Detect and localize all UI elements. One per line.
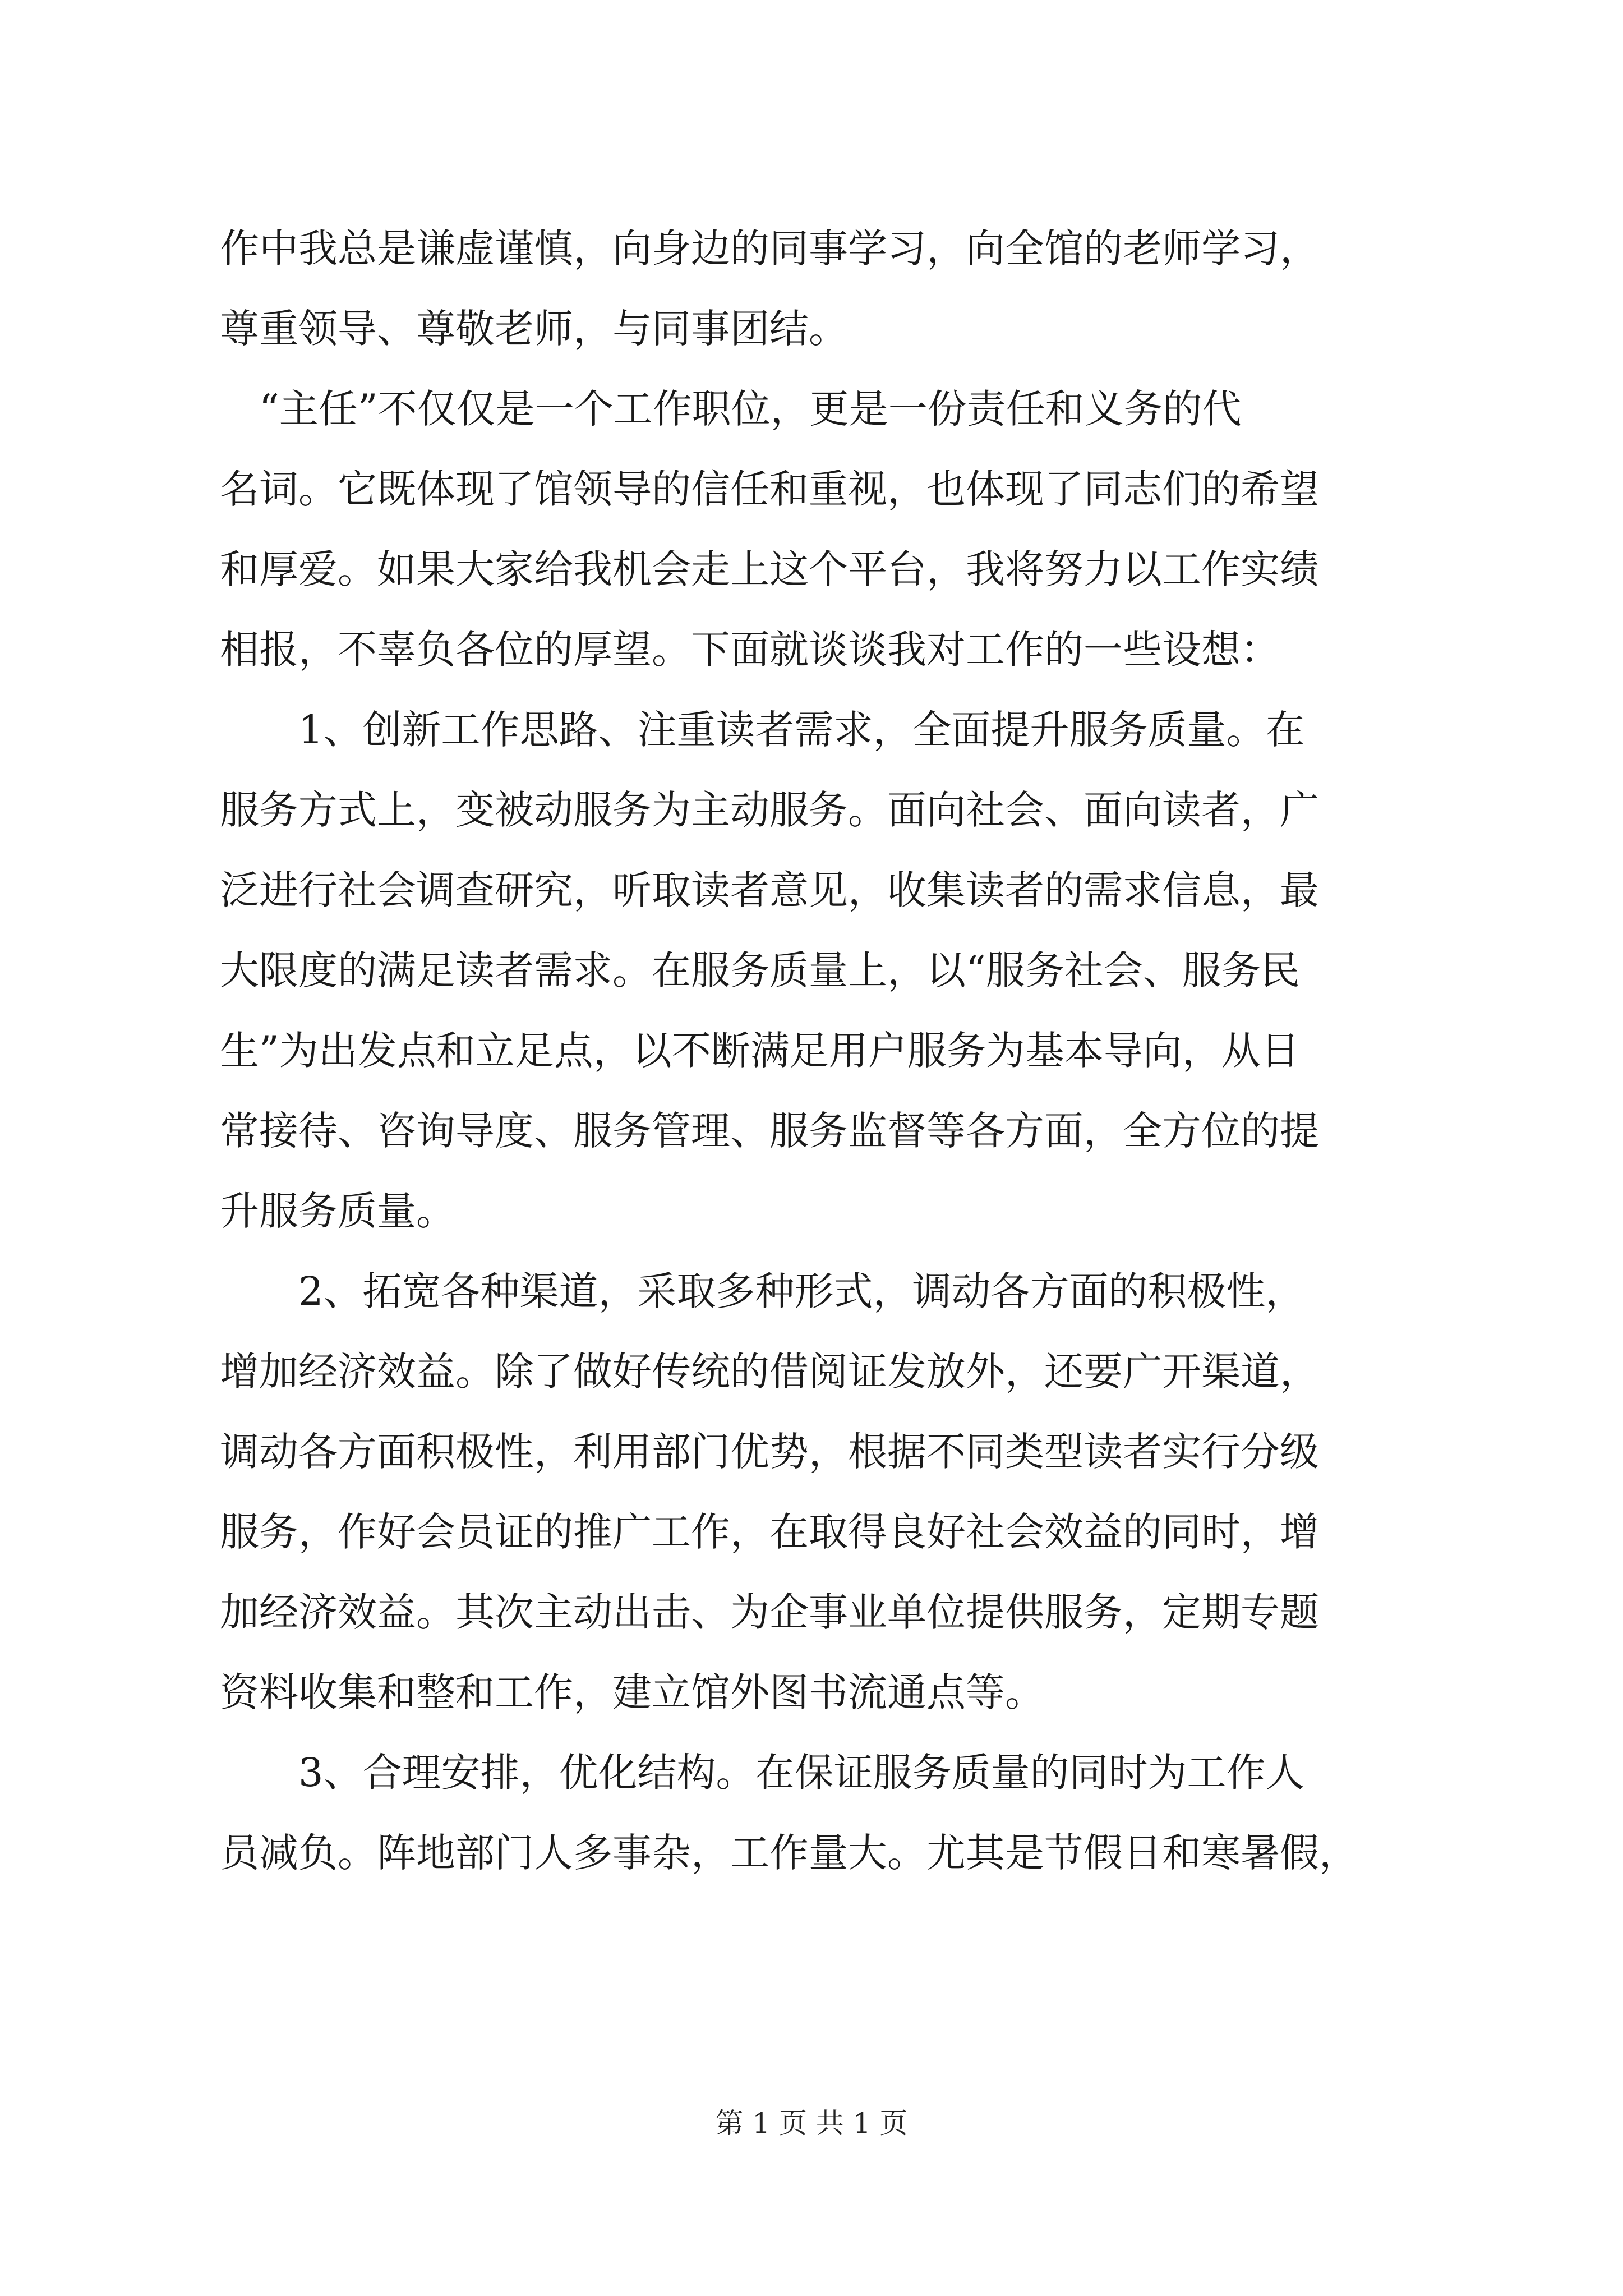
- text-line: 增加经济效益。除了做好传统的借阅证发放外，还要广开渠道，: [220, 1349, 1319, 1395]
- text-line: 3、合理安排，优化结构。在保证服务质量的同时为工作人: [220, 1750, 1305, 1796]
- text-line: 和厚爱。如果大家给我机会走上这个平台，我将努力以工作实绩: [220, 546, 1319, 592]
- text-line: 加经济效益。其次主动出击、为企事业单位提供服务，定期专题: [220, 1589, 1319, 1635]
- text-line: 升服务质量。: [220, 1188, 455, 1234]
- text-line: 常接待、咨询导度、服务管理、服务监督等各方面，全方位的提: [220, 1108, 1319, 1154]
- text-line: 服务方式上，变被动服务为主动服务。面向社会、面向读者，广: [220, 787, 1319, 833]
- text-line: 调动各方面积极性，利用部门优势，根据不同类型读者实行分级: [220, 1429, 1319, 1475]
- text-line: 名词。它既体现了馆领导的信任和重视，也体现了同志们的希望: [220, 466, 1319, 512]
- text-line: 服务，作好会员证的推广工作，在取得良好社会效益的同时，增: [220, 1509, 1319, 1555]
- body-text: [220, 209, 1418, 1893]
- text-line: “主任”不仅仅是一个工作职位，更是一份责任和义务的代: [220, 386, 1242, 432]
- text-line: 资料收集和整和工作，建立馆外图书流通点等。: [220, 1669, 1044, 1715]
- text-line: 2、拓宽各种渠道，采取多种形式，调动各方面的积极性，: [220, 1268, 1305, 1314]
- text-line: 大限度的满足读者需求。在服务质量上，以“服务社会、服务民: [220, 947, 1300, 993]
- text-line: 生”为出发点和立足点，以不断满足用户服务为基本导向，从日: [220, 1028, 1300, 1074]
- text-line: 泛进行社会调查研究，听取读者意见，收集读者的需求信息，最: [220, 867, 1319, 913]
- text-line: 作中我总是谦虚谨慎，向身边的同事学习，向全馆的老师学习，: [220, 226, 1319, 272]
- text-line: 相报，不辜负各位的厚望。下面就谈谈我对工作的一些设想：: [220, 627, 1280, 673]
- text-line: 1、创新工作思路、注重读者需求，全面提升服务质量。在: [220, 707, 1305, 753]
- text-line: 员减负。阵地部门人多事杂，工作量大。尤其是节假日和寒暑假，: [220, 1830, 1358, 1876]
- page-footer: 第 1 页 共 1 页: [715, 2107, 908, 2139]
- text-line: 尊重领导、尊敬老师，与同事团结。: [220, 306, 848, 352]
